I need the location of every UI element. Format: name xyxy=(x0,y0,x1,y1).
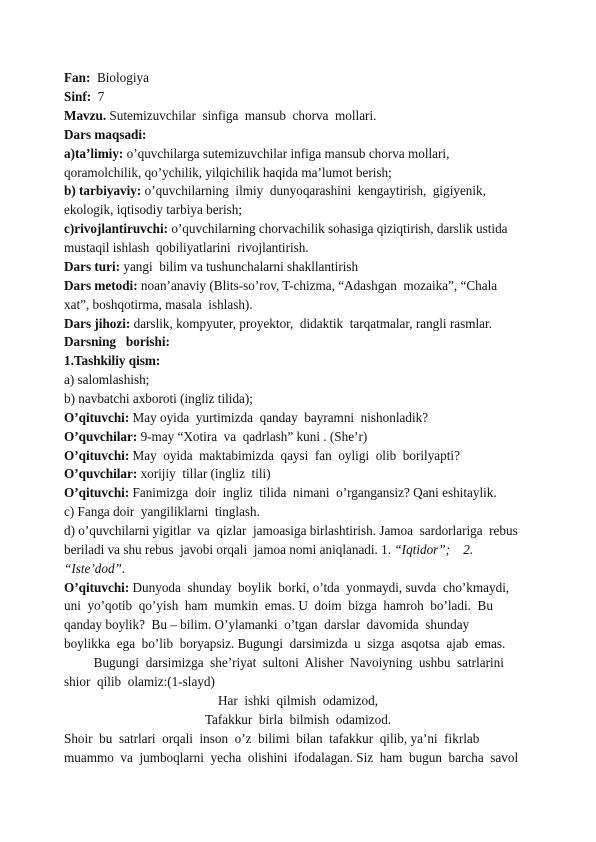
teacher-label: O’qituvchi: xyxy=(64,580,130,595)
goal-b-label: b) tarbiyaviy: xyxy=(64,183,142,198)
grade-label: Sinf: xyxy=(64,89,92,104)
dialogue-students-2 xyxy=(64,466,271,482)
lesson-equipment-line xyxy=(64,316,492,332)
item-d-italic: “Iqtidor”; 2. xyxy=(394,542,474,557)
dialogue-teacher-4 xyxy=(64,580,509,596)
students-label: O’quvchilar: xyxy=(64,466,138,481)
paragraph-line: qanday boylik? Bu – bilim. O’ylamanki o’tgan darslar davomida shunday xyxy=(64,617,470,632)
subject-value: Biologiya xyxy=(90,70,149,85)
goal-a-text: o’quvchilarga sutemizuvchilar infiga mansub chorva mollari, xyxy=(123,146,450,161)
lesson-type-line xyxy=(64,259,358,275)
teacher-label: O’qituvchi: xyxy=(64,410,130,425)
dialogue-teacher-1 xyxy=(64,410,428,426)
lesson-method-line-1 xyxy=(64,278,497,294)
goal-c-line-1 xyxy=(64,221,508,237)
paragraph-line: Shoir bu satrlari orqali inson o’z bilimi bilan tafakkur qilib, ya’ni fikrlab xyxy=(64,731,480,746)
item-d-line-2 xyxy=(64,542,473,558)
teacher-question-1: May oyida yurtimizda qanday bayramni nishonladik? xyxy=(129,410,429,425)
dialogue-students-1 xyxy=(64,429,367,445)
lesson-equipment-value: darslik, kompyuter, proyektor, didaktik tarqatmalar, rangli rasmlar. xyxy=(130,316,492,331)
topic-label: Mavzu. xyxy=(64,108,107,123)
goal-c-text: o’quvchilarning chorvachilik sohasiga qiziqtirish, darslik ustida xyxy=(168,221,508,236)
paragraph-line: shior qilib olamiz:(1-slayd) xyxy=(64,674,215,689)
students-label: O’quvchilar: xyxy=(64,429,138,444)
grade-value: 7 xyxy=(91,89,105,104)
item-d-text: beriladi va shu rebus javobi orqali jamoa nomi aniqlanadi. 1. xyxy=(64,542,395,557)
teacher-label: O’qituvchi: xyxy=(64,485,130,500)
item-d-line-1: d) o’quvchilarni yigitlar va qizlar jamoasiga birlashtirish. Jamoa sardorlariga rebus xyxy=(64,523,518,538)
dialogue-teacher-3 xyxy=(64,485,497,501)
poem-line-1: Har ishki qilmish odamizod, xyxy=(217,693,379,708)
lesson-progress-title: Darsning borishi: xyxy=(64,334,170,349)
paragraph-line: Bugungi darsimizga she’riyat sultoni Alisher Navoiyning ushbu satrlarini xyxy=(64,655,504,670)
teacher-question-2: May oyida maktabimizda qaysi fan oyligi olib borilyapti? xyxy=(129,448,460,463)
goal-a-line-1 xyxy=(64,146,449,162)
goal-c-line-2: mustaqil ishlash qobiliyatlarini rivojlantirish. xyxy=(64,240,309,255)
item-b: b) navbatchi axboroti (ingliz tilida); xyxy=(64,391,253,406)
lesson-type-value: yangi bilim va tushunchalarni shakllantirish xyxy=(120,259,359,274)
students-answer-1: 9-may “Xotira va qadrlash” kuni . (She’r) xyxy=(137,429,368,444)
item-c: c) Fanga doir yangiliklarni tinglash. xyxy=(64,504,260,519)
goal-a-label: a)ta’limiy: xyxy=(64,146,124,161)
paragraph-line: muammo va jumboqlarni yecha olishini ifodalagan. Siz ham bugun barcha savol xyxy=(64,750,519,765)
subject-line xyxy=(64,70,149,86)
goals-title: Dars maqsadi: xyxy=(64,127,147,142)
paragraph-line: boylikka ega bo’lib boryapsiz. Bugungi darsimizda u sizga asqotsa ajab emas. xyxy=(64,636,506,651)
subject-label: Fan: xyxy=(64,70,91,85)
dialogue-teacher-2 xyxy=(64,448,460,464)
goal-a-line-2: qoramolchilik, qo’ychilik, yilqichilik haqida ma’lumot berish; xyxy=(64,165,392,180)
item-a: a) salomlashish; xyxy=(64,372,150,387)
lesson-method-value: noan’anaviy (Blits-so’rov, T-chizma, “Adashgan mozaika”, “Chala xyxy=(137,278,498,293)
item-d-line-3: “Iste’dod”. xyxy=(64,561,126,576)
lesson-equipment-label: Dars jihozi: xyxy=(64,316,131,331)
section-1-title: 1.Tashkiliy qism: xyxy=(64,353,161,368)
grade-line xyxy=(64,89,104,105)
goal-b-line-1 xyxy=(64,183,486,199)
topic-value: Sutemizuvchilar sinfiga mansub chorva mollari. xyxy=(106,108,377,123)
lesson-method-line-2: xat”, boshqotirma, masala ishlash). xyxy=(64,297,253,312)
teacher-label: O’qituvchi: xyxy=(64,448,130,463)
students-answer-2: xorijiy tillar (ingliz tili) xyxy=(137,466,271,481)
teacher-question-3: Fanimizga doir ingliz tilida nimani o’rgangansiz? Qani eshitaylik. xyxy=(129,485,497,500)
goal-c-label: c)rivojlantiruvchi: xyxy=(64,221,169,236)
paragraph-line: uni yo’qotib qo’yish ham mumkin emas. U doim bizga hamroh bo’ladi. Bu xyxy=(64,598,493,613)
poem-line-2: Tafakkur birla bilmish odamizod. xyxy=(204,712,392,727)
goal-b-line-2: ekologik, iqtisodiy tarbiya berish; xyxy=(64,202,243,217)
lesson-method-label: Dars metodi: xyxy=(64,278,138,293)
teacher-question-4: Dunyoda shunday boylik borki, o’tda yonmaydi, suvda cho’kmaydi, xyxy=(129,580,510,595)
lesson-type-label: Dars turi: xyxy=(64,259,121,274)
goal-b-text: o’quvchilarning ilmiy dunyoqarashini kengaytirish, gigiyenik, xyxy=(141,183,486,198)
topic-line xyxy=(64,108,376,124)
